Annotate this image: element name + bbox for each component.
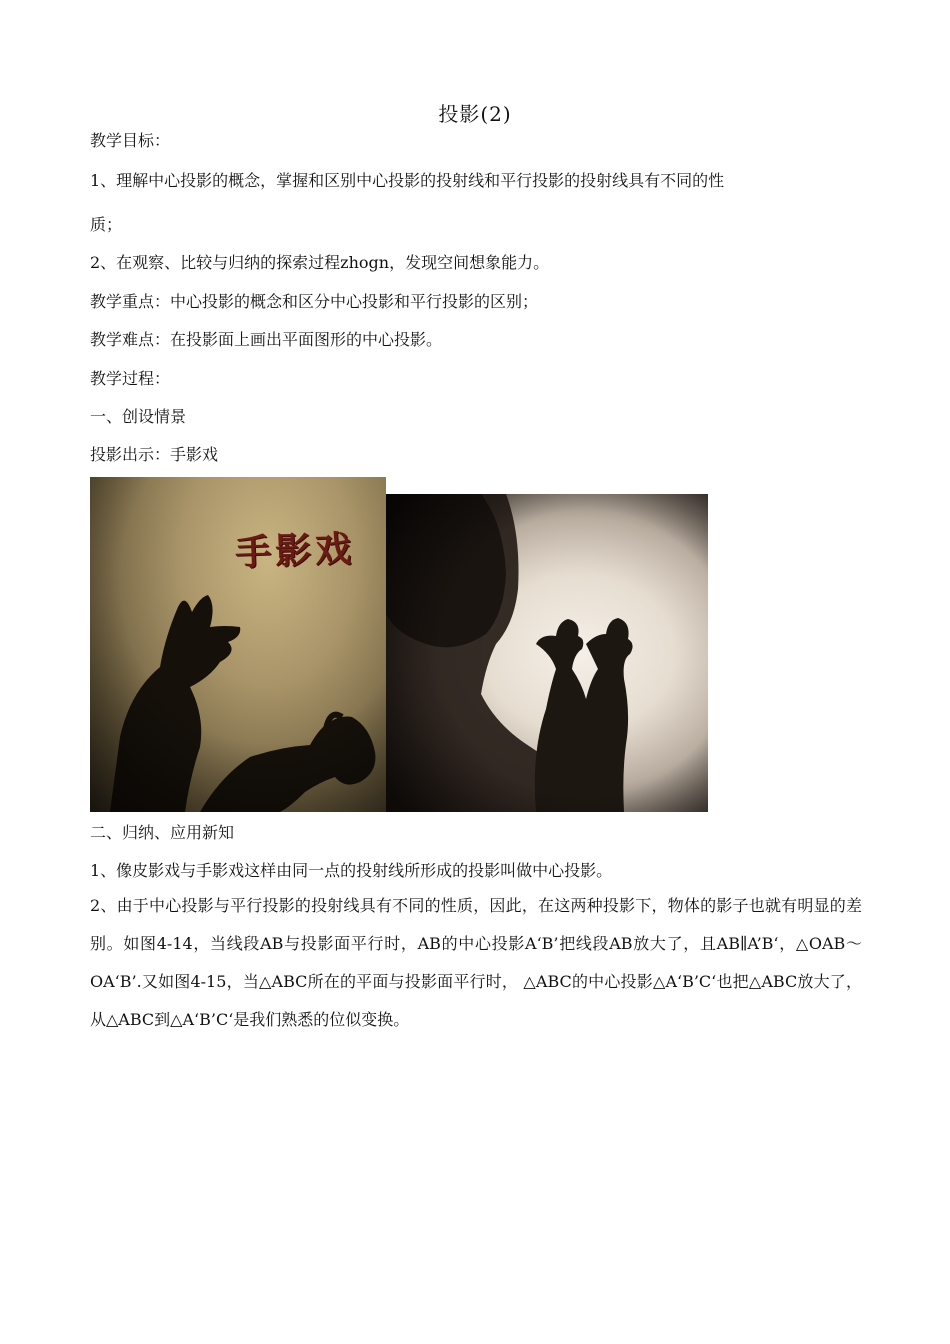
hand-shadow-photo-left xyxy=(90,477,386,812)
goal-2: 2、在观察、比较与归纳的探索过程zhogn，发现空间想象能力。 xyxy=(90,253,550,272)
goal-1-line-a: 1、理解中心投影的概念，掌握和区别中心投影的投射线和平行投影的投射线具有不同的性 xyxy=(90,171,725,190)
key-point: 教学重点：中心投影的概念和区分中心投影和平行投影的区别； xyxy=(90,292,539,311)
section-2-heading: 二、归纳、应用新知 xyxy=(90,823,235,842)
process-heading: 教学过程： xyxy=(90,369,171,388)
hand-shadow-photo-right xyxy=(386,494,708,812)
goal-1-line-b: 质； xyxy=(90,215,123,234)
photo-caption: 手影戏 xyxy=(234,527,356,575)
page-title: 投影(2) xyxy=(438,102,512,126)
difficulty: 教学难点：在投影面上画出平面图形的中心投影。 xyxy=(90,330,443,349)
projection-show: 投影出示：手影戏 xyxy=(90,445,219,464)
point-2-paragraph: 2、由于中心投影与平行投影的投射线具有不同的性质，因此，在这两种投影下，物体的影子也就有明显的差别。如图4-14，当线段AB与投影面平行时，AB的中心投影A‘B’把线段AB放大了，且AB∥A’B‘，△OAB～ OA‘B’.又如图4-15，当△ABC所在的平面与投影面平行时， △ABC的中心投影△A‘B’C‘也把△ABC放大了，从△ABC到△A‘B’C‘是我们熟悉的位似变换。 xyxy=(90,896,862,1029)
point-1: 1、像皮影戏与手影戏这样由同一点的投射线所形成的投影叫做中心投影。 xyxy=(90,861,613,880)
section-1-heading: 一、创设情景 xyxy=(90,407,187,426)
goals-heading: 教学目标： xyxy=(90,131,171,150)
